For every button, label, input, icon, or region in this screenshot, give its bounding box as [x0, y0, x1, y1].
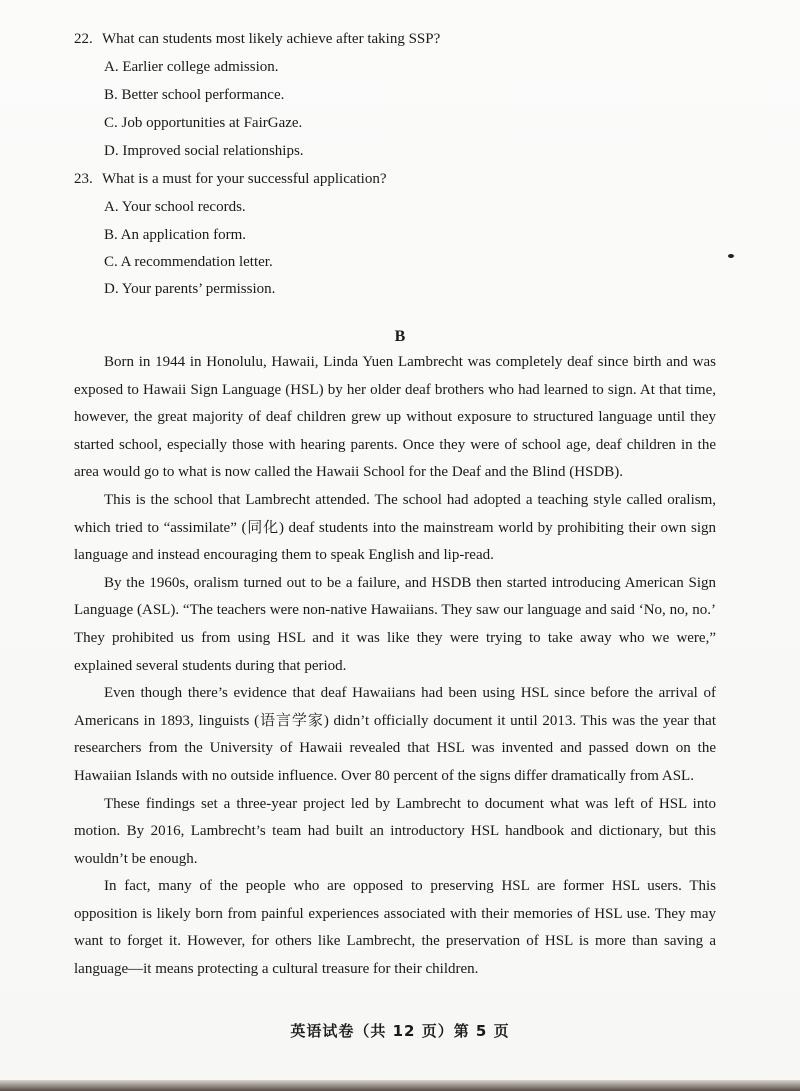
paragraph: By the 1960s, oralism turned out to be a failure, and HSDB then started introducing American Sign Language (ASL). “The teachers were non-native Hawaiians. They saw our language and said ‘No, no, no.’ They prohibited us from using HSL and it was like they were trying to take away who we were,” explained several students during that period.: [74, 574, 716, 674]
question-22: [74, 31, 440, 48]
option-22d: D. Improved social relationships.: [104, 143, 304, 159]
paragraph: These findings set a three-year project led by Lambrecht to document what was left of HSL into motion. By 2016, Lambrecht’s team had built an introductory HSL handbook and dictionary, but this wouldn’t be enough.: [74, 795, 716, 867]
option-22a: A. Earlier college admission.: [104, 59, 279, 75]
ink-speck: [728, 254, 734, 258]
option-23c: C. A recommendation letter.: [104, 254, 273, 270]
page-edge-shadow: [0, 1080, 800, 1091]
paragraph: Even though there’s evidence that deaf Hawaiians had been using HSL since before the arrival of Americans in 1893, linguists (语言学家) didn’t officially document it until 2013. This was the year that researchers from the University of Hawaii revealed that HSL was invented and passed down on the Hawaiian Islands with no outside influence. Over 80 percent of the signs differ dramatically from ASL.: [74, 685, 716, 784]
option-22c: C. Job opportunities at FairGaze.: [104, 115, 303, 131]
reading-passage: [74, 349, 716, 984]
question-text: What can students most likely achieve after taking SSP?: [102, 31, 441, 47]
question-number: 23.: [74, 171, 93, 187]
page-footer: 英语试卷（共 12 页）第 5 页: [290, 1022, 510, 1040]
question-text: What is a must for your successful application?: [102, 171, 387, 187]
option-23d: D. Your parents’ permission.: [104, 281, 276, 297]
section-title: B: [394, 328, 406, 345]
paragraph: Born in 1944 in Honolulu, Hawaii, Linda Yuen Lambrecht was completely deaf since birth and was exposed to Hawaii Sign Language (HSL) by her older deaf brothers who had learned to sign. At that time, however, the great majority of deaf children grew up without exposure to structured language until they started school, especially those with hearing parents. Once they were of school age, deaf children in the area would go to what is now called the Hawaii School for the Deaf and the Blind (HSDB).: [74, 354, 716, 481]
paragraph: This is the school that Lambrecht attended. The school had adopted a teaching style called oralism, which tried to “assimilate” (同化) deaf students into the mainstream world by prohibiting their own sign language and instead encouraging them to speak English and lip-read.: [74, 491, 716, 564]
option-23b: B. An application form.: [104, 227, 247, 243]
option-22b: B. Better school performance.: [104, 87, 285, 103]
question-number: 22.: [74, 31, 93, 47]
paragraph: In fact, many of the people who are opposed to preserving HSL are former HSL users. This opposition is likely born from painful experiences associated with their memories of HSL use. They may want to forget it. However, for others like Lambrecht, the preservation of HSL is more than saving a language—it means protecting a cultural treasure for their children.: [74, 878, 716, 978]
option-23a: A. Your school records.: [104, 199, 246, 215]
question-23: [74, 171, 387, 188]
